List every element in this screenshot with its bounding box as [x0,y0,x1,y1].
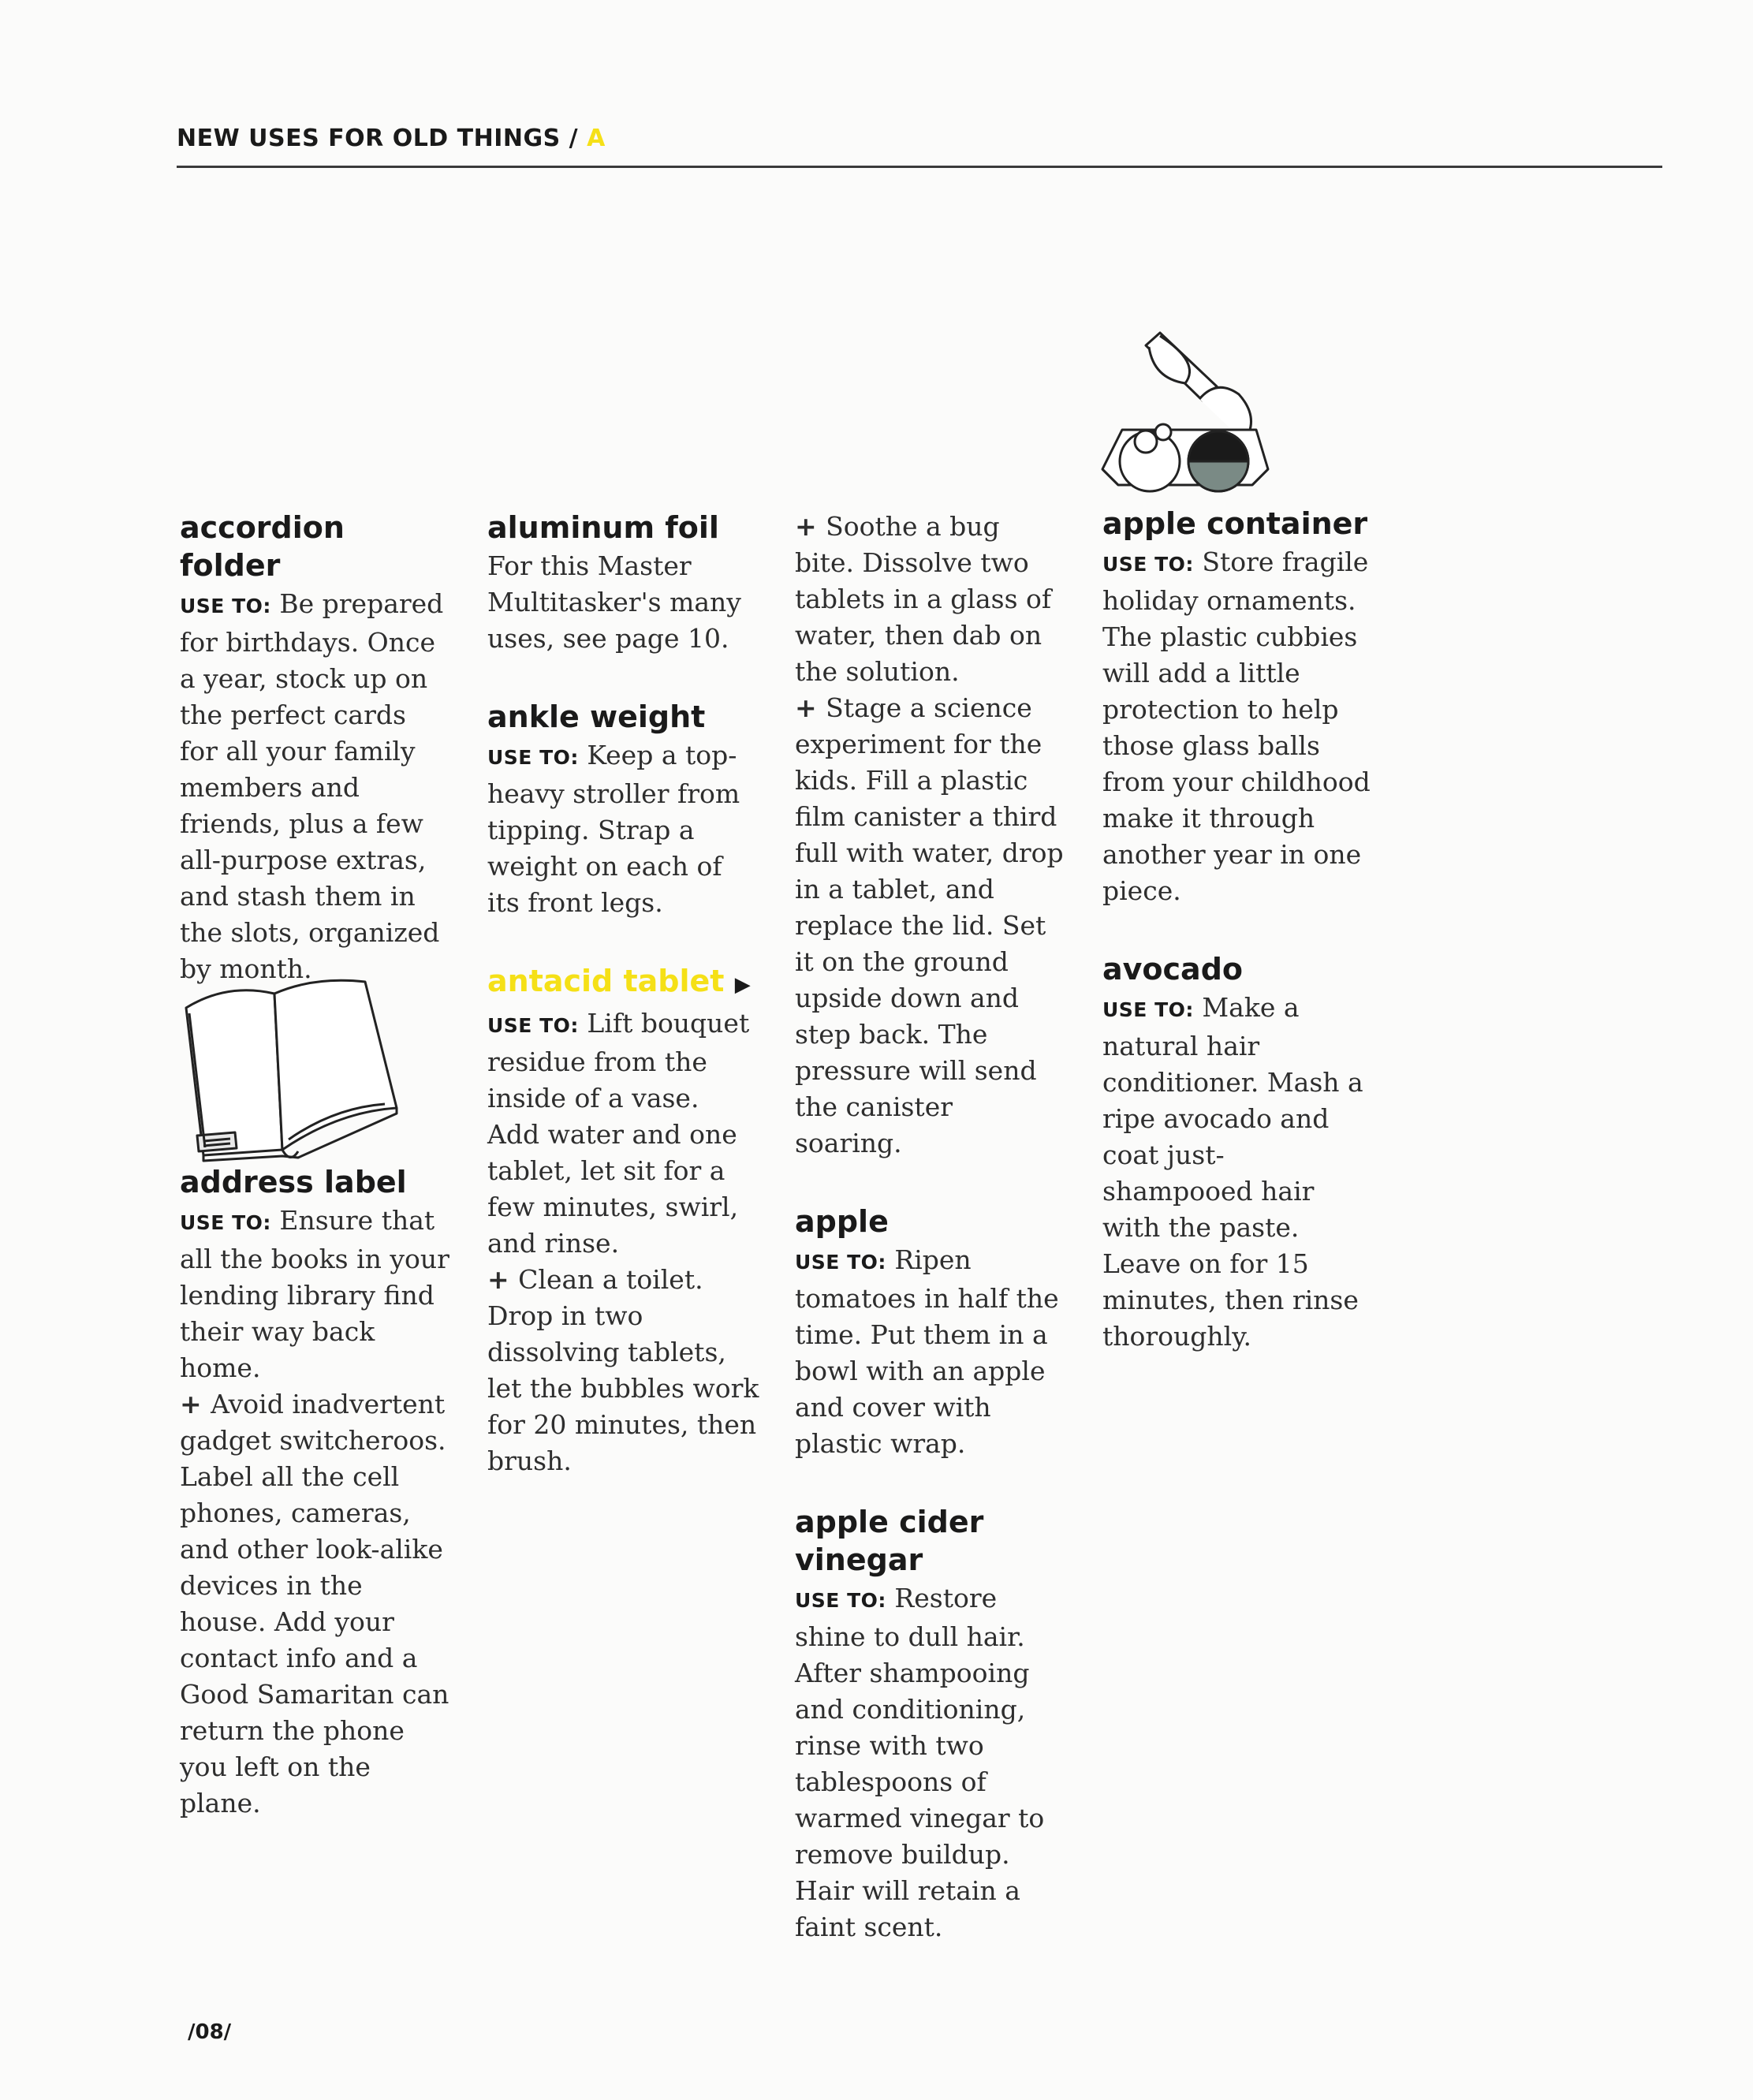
header-letter: A [587,125,606,152]
use-to-label: USE TO: [180,1211,271,1234]
header-title: NEW USES FOR OLD THINGS [177,125,561,152]
column-4 [1102,505,1374,1396]
entry-body [1102,990,1374,1355]
plus-marker: + [487,1264,519,1295]
entry-term: apple cider vinegar [795,1505,984,1577]
entry-body [180,586,452,987]
column-1 [180,509,452,1028]
entry-accordion-folder [180,509,452,987]
use-to-label: USE TO: [487,1014,579,1037]
entry-tip [795,509,1067,690]
use-to-label: USE TO: [1102,998,1194,1021]
entry-body [795,1242,1067,1462]
entry-tip [180,1386,452,1822]
use-to-label: USE TO: [487,746,579,769]
arrow-right-icon: ▶ [734,973,751,997]
plus-marker: + [180,1389,211,1419]
entry-body [487,737,759,921]
entry-term: apple [795,1204,889,1239]
use-to-label: USE TO: [1102,553,1194,576]
tip-text: Clean a toilet. Drop in two dissolving tablets, let the bubbles work for 20 minutes, then brush. [487,1264,759,1476]
entry-text: Keep a top-heavy stroller from tipping. Strap a weight on each of its front legs. [487,740,740,918]
entry-term-highlighted [487,962,759,1004]
entry-term: accordion folder [180,510,345,583]
page-number: /08/ [188,2020,232,2044]
column-3 [795,509,1067,1986]
entry-antacid-continued [795,509,1067,1162]
entry-text: For this Master Multitasker's many uses, see page 10. [487,550,741,654]
entry-antacid-tablet [487,962,759,1479]
entry-term: ankle weight [487,699,706,734]
column-2 [487,509,759,1520]
entry-body [487,1005,759,1262]
entry-body [180,1203,452,1386]
entry-apple-container [1102,505,1374,909]
tip-text: Stage a science experiment for the kids. Fill a plastic film canister a third full with water, drop in a tablet, and replace the lid. Set it on the ground upside down and step back. The pressure will send the canister soaring. [795,692,1064,1158]
entry-address-label [180,1163,452,1822]
entry-text: Ripen tomatoes in half the time. Put them in a bowl with an apple and cover with plastic wrap. [795,1244,1059,1459]
entry-apple-cider-vinegar [795,1503,1067,1945]
entry-avocado [1102,950,1374,1355]
entry-ankle-weight [487,698,759,921]
use-to-label: USE TO: [795,1589,886,1612]
entry-apple [795,1203,1067,1462]
entry-text: Store fragile holiday ornaments. The plastic cubbies will add a little protection to help those glass balls from your childhood make it through another year in one piece. [1102,546,1371,906]
tip-text: Soothe a bug bite. Dissolve two tablets in a glass of water, then dab on the solution. [795,511,1052,687]
apple-container-illustration [1098,331,1274,498]
plus-marker: + [795,511,826,542]
entry-term: apple container [1102,506,1368,541]
entry-text: Be prepared for birthdays. Once a year, stock up on the perfect cards for all your family members and friends, plus a few all-purpose extras, and stash them in the slots, organized by month. [180,588,444,984]
entry-text: Make a natural hair conditioner. Mash a ripe avocado and coat just-shampooed hair with the paste. Leave on for 15 minutes, then rinse thoroughly. [1102,992,1363,1352]
use-to-label: USE TO: [180,595,271,617]
entry-aluminum-foil [487,509,759,657]
entry-text: Lift bouquet residue from the inside of a vase. Add water and one tablet, let sit for a few minutes, swirl, and rinse. [487,1008,750,1259]
entry-tip [487,1262,759,1479]
entry-body [1102,544,1374,909]
entry-tip [795,690,1067,1162]
term-text: antacid tablet [487,964,725,998]
entry-text: Restore shine to dull hair. After shampooing and conditioning, rinse with two tablespoons of warmed vinegar to remove buildup. Hair will retain a faint scent. [795,1583,1045,1942]
running-header [177,125,1662,168]
plus-marker: + [795,692,826,723]
tip-text: Avoid inadvertent gadget switcheroos. Label all the cell phones, cameras, and other look-alike devices in the house. Add your contact info and a Good Samaritan can return the phone you left on the plane. [180,1389,449,1818]
entry-text: Ensure that all the books in your lending library find their way back home. [180,1205,449,1383]
entry-term: aluminum foil [487,510,719,545]
open-book-illustration [180,978,401,1163]
use-to-label: USE TO: [795,1251,886,1274]
header-separator: / [560,125,587,152]
entry-term: address label [180,1165,407,1199]
column-1-lower [180,1163,452,1863]
entry-body [795,1580,1067,1945]
entry-term: avocado [1102,952,1243,987]
